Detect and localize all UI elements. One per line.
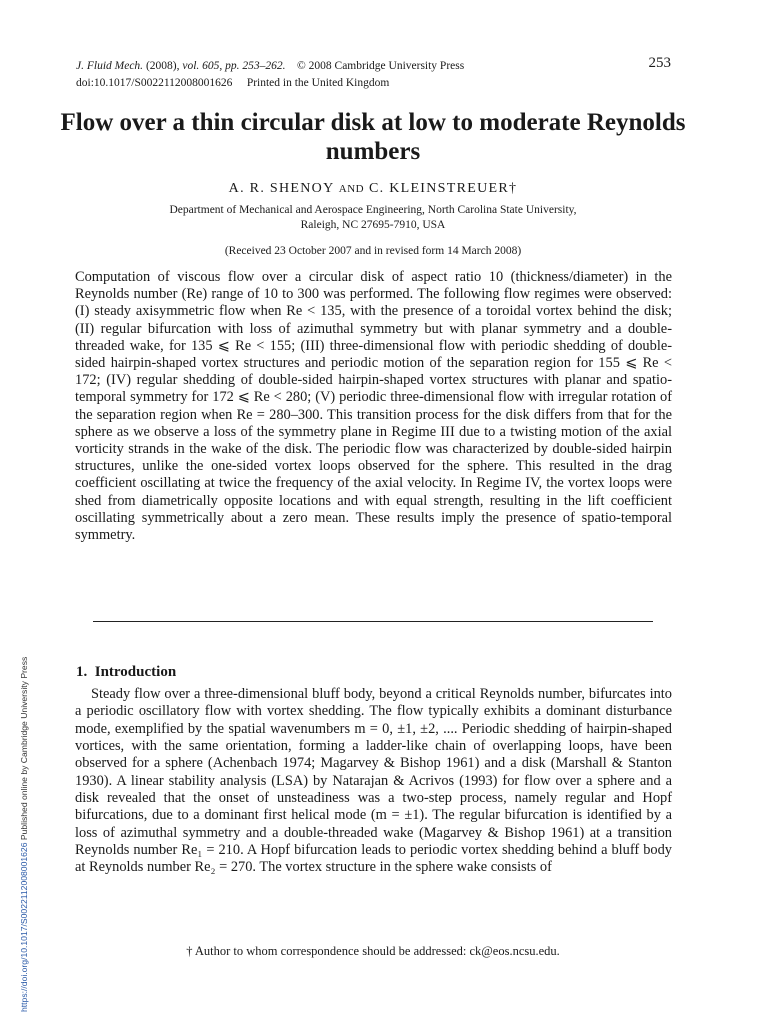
affiliation-line-2: Raleigh, NC 27695-7910, USA [300,219,446,231]
affiliation [60,203,686,233]
section-heading [76,663,176,681]
author-conjunction: AND [338,183,365,195]
published-online-note: Published online by Cambridge University Press [19,656,29,841]
author-shenoy: A. R. SHENOY [228,181,334,196]
doi-line [76,75,389,92]
publisher-sidebar [19,657,29,1012]
journal-year: (2008), [145,60,180,72]
journal-volume: vol. 605, pp. 253–262. [182,60,286,72]
abstract: Computation of viscous flow over a circular disk of aspect ratio 10 (thickness/diameter) in the Reynolds number (Re) range of 10 to 300 was performed. The following flow regimes were observed: (I) steady axisymmetric flow when Re < 135, with the presence of a toroidal vortex behind the disk; (II) regular bifurcation with loss of azimuthal symmetry but with planar symmetry and a double-threaded wake, for 135 ⩽ Re < 155; (III) three-dimensional flow with periodic shedding of double-sided hairpin-shaped vortex structures and periodic motion of the separation region for 155 ⩽ Re < 172; (IV) regular shedding of double-sided hairpin-shaped vortex structures with planar and spatio-temporal symmetry for 172 ⩽ Re < 280; (V) periodic three-dimensional flow with irregular rotation of the separation region when Re = 280–300. This transition process for the disk differs from that for the sphere as we observe a loss of the symmetry plane in Regime III due to a twisting motion of the axial vorticity strands in the wake of the disk. The periodic flow was characterized by double-sided hairpin structures, unlike the one-sided vortex loops observed for the sphere. This resulted in the drag coefficient oscillating at twice the frequency of the axial velocity. In Regime IV, the vortex loops were shed from diametrically opposite locations and with equal strength, resulting in the lift coefficient oscillating symmetrically about a zero mean. These results imply the presence of spatio-temporal symmetry. [75,269,672,544]
author-kleinstreuer: C. KLEINSTREUER† [368,181,518,196]
journal-name: J. Fluid Mech. [76,60,144,72]
section-title: Introduction [94,664,177,680]
doi-link[interactable]: https://doi.org/10.1017/S0022112008001626 [19,842,29,1012]
correspondence-footnote: † Author to whom correspondence should be addressed: ck@eos.ncsu.edu. [186,944,560,958]
page-number: 253 [648,55,671,71]
author-line [60,180,686,198]
journal-citation-line [76,58,464,75]
printed-notice: Printed in the United Kingdom [246,77,390,89]
introduction-text: Steady flow over a three-dimensional bluff body, beyond a critical Reynolds number, bifurcates into a periodic oscillatory flow with vortex shedding. The flow typically exhibits a dominant disturbance mode, exemplified by the spatial wavenumbers m = 0, ±1, ±2, .... Periodic shedding of hairpin-shaped vortices, with the same orientation, forming a ladder-like chain of overlapping loops, have been observed for a sphere (Achenbach 1974; Magarvey & Bishop 1961) and a disk (Marshall & Stanton 1930). A linear stability analysis (LSA) by Natarajan & Acrivos (1993) for flow over a sphere and a disk revealed that the onset of unsteadiness was a two-step process, namely regular and Hopf bifurcations, due to a dominant first helical mode (m = ±1). The regular bifurcation is identified by a loss of azimuthal symmetry and a double-threaded wake (Magarvey & Bishop 1961) at a transition Reynolds number Re₁ = 210. A Hopf bifurcation leads to periodic vortex shedding behind a bluff body at Reynolds number Re₂ = 270. The vortex structure in the sphere wake consists of [75,686,672,876]
received-dates: (Received 23 October 2007 and in revised form 14 March 2008) [224,245,522,257]
paper-title: Flow over a thin circular disk at low to moderate Reynolds numbers [60,109,686,165]
copyright-notice: © 2008 Cambridge University Press [297,60,465,72]
affiliation-line-1: Department of Mechanical and Aerospace Engineering, North Carolina State University, [169,204,577,216]
section-divider [93,621,653,622]
section-number: 1. [76,664,88,680]
doi: doi:10.1017/S0022112008001626 [76,77,233,89]
